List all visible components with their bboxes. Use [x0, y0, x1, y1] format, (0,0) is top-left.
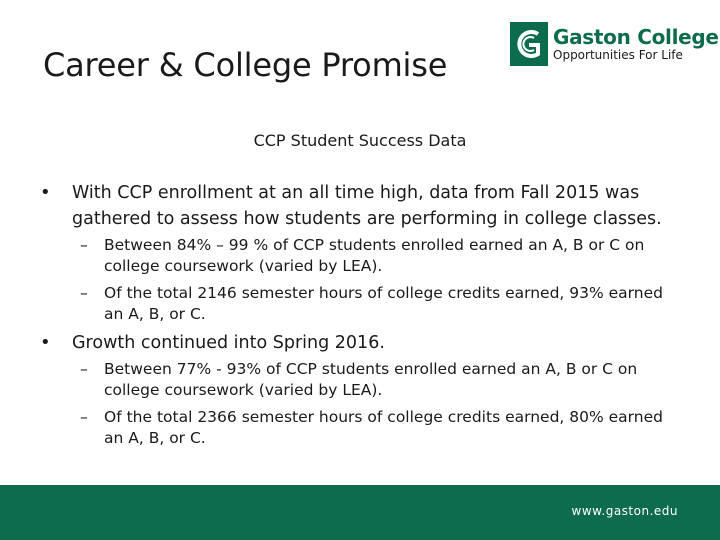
bullet-dot-icon: •	[40, 182, 51, 203]
sub-bullet-text: Between 84% – 99 % of CCP students enrolled earned an A, B or C on college coursework (varied by LEA).	[104, 236, 645, 275]
sub-bullet-item	[80, 407, 680, 449]
dash-icon: –	[80, 360, 88, 378]
sub-bullet-item	[80, 283, 680, 325]
bullet-item	[42, 330, 682, 356]
logo-tagline: Opportunities For Life	[553, 47, 683, 62]
logo-name: Gaston College	[553, 24, 719, 49]
dash-icon: –	[80, 284, 88, 302]
gaston-college-logo	[510, 22, 719, 66]
dash-icon: –	[80, 236, 88, 254]
bullet-item	[42, 180, 682, 232]
logo-g-icon	[510, 22, 548, 66]
sub-bullet-item	[80, 359, 680, 401]
dash-icon: –	[80, 408, 88, 426]
slide-title: Career & College Promise	[43, 46, 448, 84]
section-subheading: CCP Student Success Data	[253, 131, 467, 150]
sub-bullet-text: Of the total 2366 semester hours of college credits earned, 80% earned an A, B, or C.	[104, 408, 663, 447]
sub-bullet-text: Between 77% - 93% of CCP students enrolled earned an A, B or C on college coursework (varied by LEA).	[104, 360, 638, 399]
bullet-text: Growth continued into Spring 2016.	[72, 333, 385, 353]
sub-bullet-text: Of the total 2146 semester hours of college credits earned, 93% earned an A, B, or C.	[104, 284, 663, 323]
bullet-dot-icon: •	[40, 332, 51, 353]
bullet-text: With CCP enrollment at an all time high, data from Fall 2015 was gathered to assess how students are performing in college classes.	[72, 183, 662, 229]
website-link[interactable]: www.gaston.edu	[571, 504, 678, 518]
sub-bullet-item	[80, 235, 680, 277]
footer-bar	[0, 485, 720, 540]
